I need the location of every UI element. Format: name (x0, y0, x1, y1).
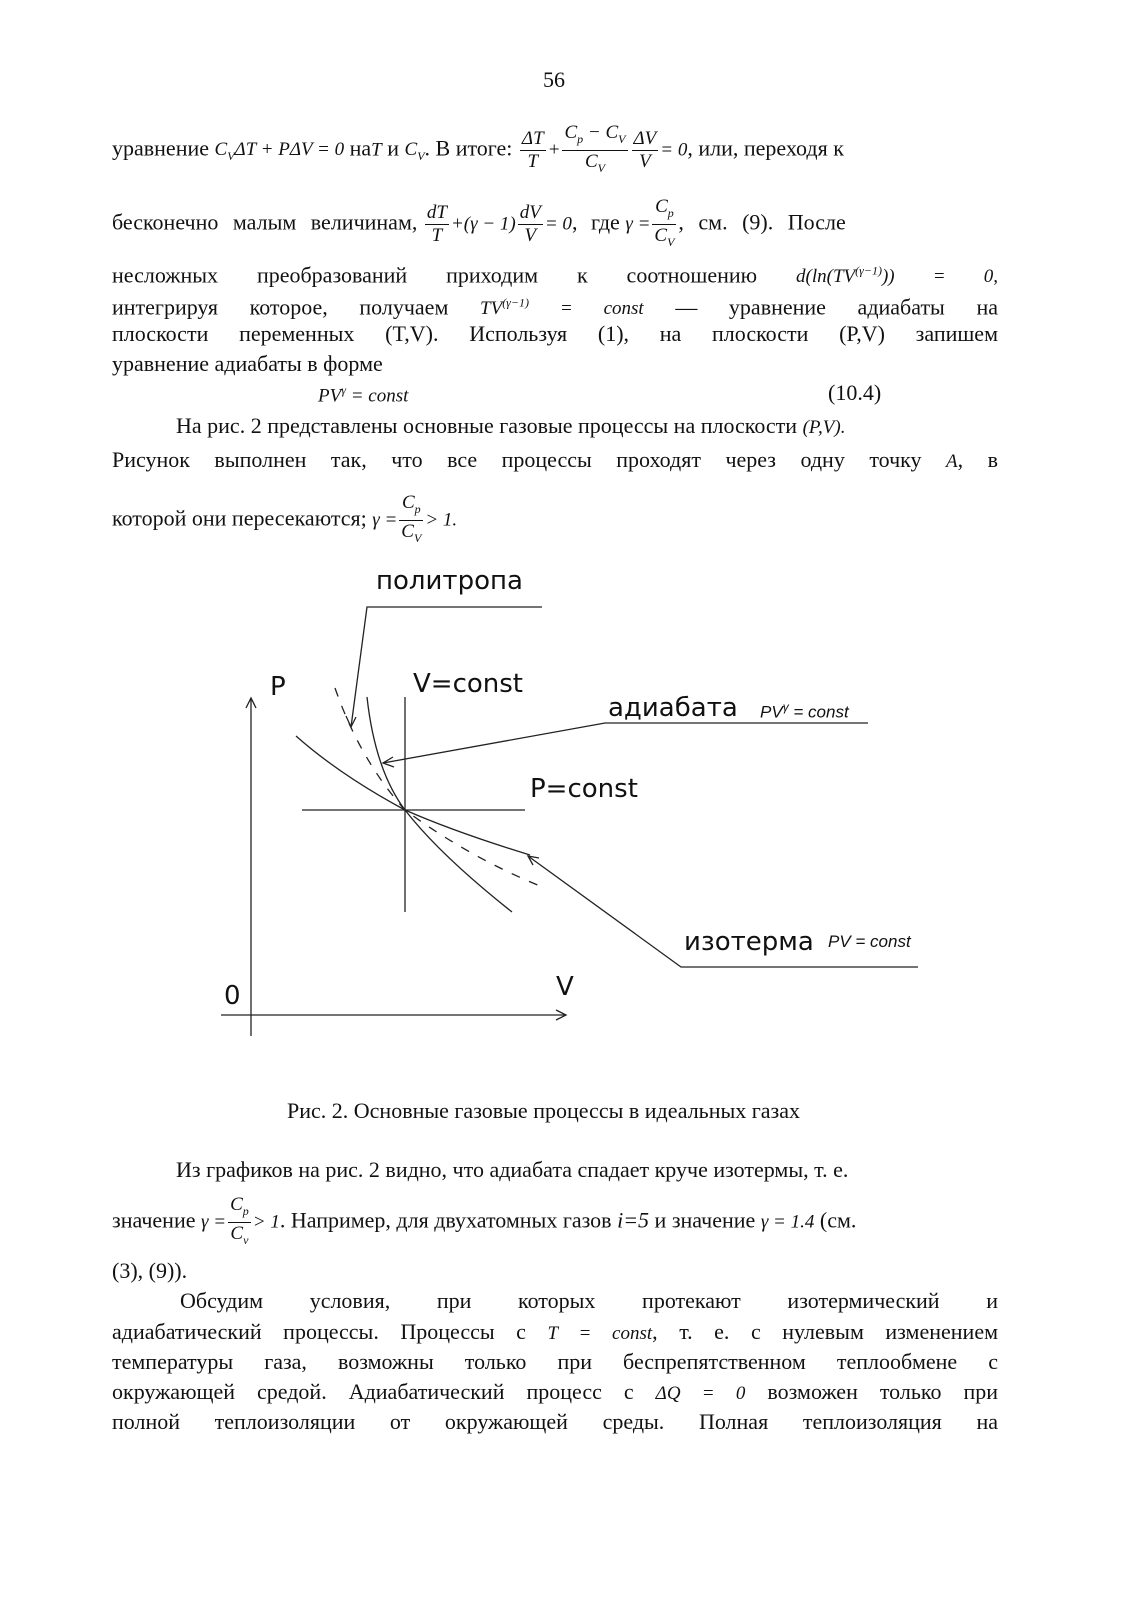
fraction-cp-cv: $\frac{C_p - C_V}{C_V}$ (564, 122, 626, 175)
fraction-dT2: $\frac{dT}{T}$ (426, 201, 447, 246)
text-l2-c: , см. (9). После (678, 209, 846, 235)
p3-line-2: значение γ = $\frac{C_p}{C_v}$ > 1. Например, для двухатомных газов i=5 и значение γ = 1.4 (см. (112, 1194, 856, 1251)
fraction-gamma-2: $\frac{C_p}{C_V}$ (401, 492, 422, 545)
text-l4-a: интегрируя которое, получаем (112, 294, 449, 320)
text-l1-c: и (387, 135, 399, 161)
formula-izoterma: PV = const (828, 932, 911, 951)
p2-line-2: Рисунок выполнен так, что все процессы проходят через одну точку A, в (112, 447, 999, 472)
equals-zero: = 0 (660, 139, 688, 161)
p4-line-3: температуры газа, возможны только при беспрепятственном теплообмене с (112, 1349, 998, 1374)
text-l2-a: бесконечно малым величинам, (112, 209, 418, 235)
symbol-Cv: $C_V$ (404, 139, 425, 164)
text-l1-d: . В итоге: (424, 135, 513, 161)
symbol-PV-plane: (P,V). (802, 417, 846, 438)
text-l1-b: на (349, 135, 372, 161)
text-l1-a: уравнение (112, 135, 210, 161)
label-politropa: политропа (376, 566, 523, 596)
symbol-T: T (371, 139, 382, 161)
line-6: уравнение адиабаты в форме (112, 351, 383, 376)
label-axis-V: V (556, 972, 574, 1002)
fraction-dV2: $\frac{dV}{V}$ (519, 201, 541, 246)
label-izoterma: изотерма (684, 927, 814, 957)
equation-tv-const: $TV^{(\gamma-1)}$ = const (480, 296, 644, 320)
gamma-eq: γ = (625, 213, 651, 235)
line-5: плоскости переменных (T,V). Используя (1), на плоскости (P,V) запишем (112, 321, 998, 346)
p3-line-3: (3), (9)). (112, 1258, 188, 1283)
fraction-dV-V: $\frac{\Delta V}{V}$ (633, 127, 657, 172)
p2-line-1: На рис. 2 представлены основные газовые процессы на плоскости (P,V). (176, 413, 846, 438)
line-1: уравнение $C_V\Delta T + P\Delta V = 0$ наT и $C_V$. В итоге: $\frac{\Delta T}{T}$ + $\frac{C_p - C_V}{C_V}$ $\frac{\Delta V}{V}$ = 0, или, переходя к (112, 122, 844, 179)
adiabat-curve (367, 697, 512, 912)
p4-line-2: адиабатический процессы. Процессы с T = const, т. е. с нулевым изменением (112, 1319, 999, 1344)
p3-line-1: Из графиков на рис. 2 видно, что адиабата спадает круче изотермы, т. е. (176, 1157, 849, 1182)
label-v-const: V=const (413, 669, 523, 699)
text-l4-b: — уравнение адиабаты на (675, 294, 998, 320)
fraction-gamma-3: $\frac{C_p}{C_v}$ (230, 1194, 249, 1247)
text-l2-b: , где (571, 209, 620, 235)
fraction-gamma: $\frac{C_p}{C_V}$ (654, 196, 675, 249)
fraction-dT-T: $\frac{\Delta T}{T}$ (521, 127, 544, 172)
label-axis-P: P (270, 672, 286, 702)
text-l3-a: несложных преобразований приходим к соотношению (112, 262, 758, 288)
equation-pv-gamma: $PV^\gamma$ = const (318, 383, 409, 407)
point-A: A (946, 451, 958, 472)
equation-number: (10.4) (828, 380, 882, 405)
p2-line-3: которой они пересекаются; γ = $\frac{C_p}{C_V}$ > 1. (112, 492, 457, 549)
figure-caption: Рис. 2. Основные газовые процессы в идеальных газах (287, 1098, 801, 1123)
equation-dln: $d(\ln(TV^{(\gamma-1)})) = 0$, (796, 264, 998, 288)
label-p-const: P=const (530, 774, 638, 804)
symbol-T-const: T = const (547, 1323, 653, 1344)
p4-line-4: окружающей средой. Адиабатический процесс с ΔQ = 0 возможен только при (112, 1379, 999, 1404)
pointer-adiabata (383, 723, 868, 763)
isotherm-curve (296, 736, 530, 855)
label-adiabata: адиабата (608, 693, 738, 723)
line-2: бесконечно малым величинам, $\frac{dT}{T}$ +(γ − 1) $\frac{dV}{V}$ = 0, где γ = $\frac{C_p}{C_V}$ , см. (9). После (112, 196, 846, 253)
symbol-g14: γ = 1.4 (760, 1211, 815, 1233)
symbol-dQ0: ΔQ = 0 (655, 1383, 746, 1404)
p4-line-5: полной теплоизоляции от окружающей среды. Полная теплоизоляция на (112, 1409, 998, 1434)
formula-adiabata: $PV^\gamma$ = const (760, 700, 849, 722)
text-l1-e: , или, переходя к (687, 135, 844, 161)
page-number: 56 (543, 67, 565, 92)
gamma-minus-one: +(γ − 1) (450, 213, 516, 235)
label-origin: 0 (224, 981, 241, 1011)
pointer-politropa (351, 607, 542, 727)
equation-energy: $C_V\Delta T + P\Delta V = 0$ (214, 139, 345, 164)
symbol-i5: i=5 (617, 1207, 650, 1233)
p4-line-1: Обсудим условия, при которых протекают изотермический и (180, 1288, 998, 1313)
